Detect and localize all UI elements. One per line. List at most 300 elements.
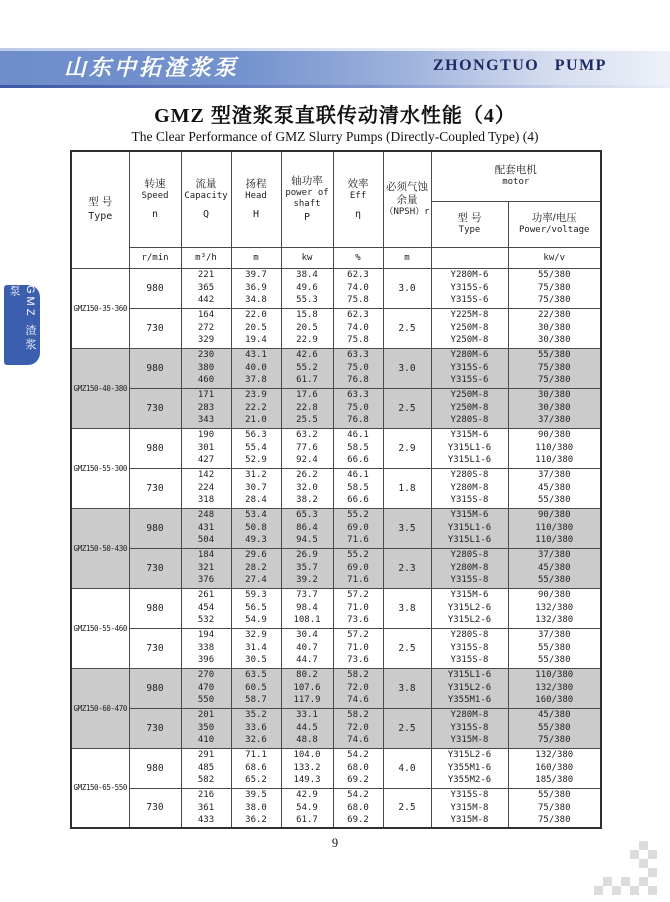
value-line: 194 [197,630,215,641]
value-line: 54.2 [347,750,369,761]
value-line: 164 [197,310,215,321]
value-line: 224 [197,482,215,493]
value-line: 42.9 [296,790,318,800]
page-title-chinese: GMZ 型渣浆泵直联传动清水性能（4） [154,105,516,127]
efficiency-cell [333,788,383,828]
capacity-cell [181,308,231,348]
value-line: 63.3 [347,350,369,361]
value-line: Y315S-6 [450,375,489,386]
value-line: 69.0 [347,562,369,573]
value-line: 37.8 [245,375,267,386]
value-line: 65.2 [245,775,267,786]
unit-motor-type [431,247,508,268]
value-line: 73.6 [347,655,369,666]
unit-speed: r/min [129,247,181,268]
efficiency-cell [333,508,383,548]
efficiency-cell [333,588,383,628]
value-line: 291 [197,750,215,761]
value-line: 45/380 [537,482,571,493]
page-title-english: The Clear Performance of GMZ Slurry Pumps (Directly-Coupled Type) (4) [131,129,539,144]
value-line: 66.6 [347,455,369,466]
value-line: 39.2 [296,575,318,586]
value-line: 582 [197,775,215,786]
head-cell [231,548,281,588]
speed-cell: 980 [129,268,181,308]
value-line: 56.5 [245,602,267,613]
value-line: 132/380 [535,750,574,761]
value-line: 62.3 [347,310,369,321]
value-line: 29.6 [245,550,267,561]
value-line: 30/380 [537,390,571,401]
value-line: 15.8 [296,310,318,321]
motor-power-cell [508,308,601,348]
shaft-power-cell [281,588,333,628]
value-line: 132/380 [535,615,574,626]
col-header-efficiency: 效率 Eff η [333,151,383,247]
value-line: 58.5 [347,442,369,453]
value-line: Y315M-6 [450,510,489,521]
value-line: Y250M-8 [450,335,489,346]
table-row [71,348,601,388]
value-line: 33.6 [245,722,267,733]
motor-power-cell [508,668,601,708]
col-header-type: 型 号 Type [71,151,129,268]
value-line: Y315L2-6 [447,750,492,761]
npsh-cell: 2.9 [383,428,431,468]
speed-cell: 730 [129,308,181,348]
value-line: 30.7 [245,482,267,493]
value-line: 55.2 [347,510,369,521]
value-line: 68.0 [347,802,369,813]
motor-power-cell [508,628,601,668]
checker-square [648,886,657,895]
head-cell [231,268,281,308]
value-line: Y315S-6 [450,362,489,373]
value-line: 454 [197,602,215,613]
npsh-cell: 3.8 [383,588,431,628]
value-line: 49.6 [296,282,318,293]
value-line: 201 [197,710,215,721]
npsh-cell: 1.8 [383,468,431,508]
value-line: 149.3 [293,775,321,786]
npsh-cell: 2.5 [383,628,431,668]
value-line: Y280S-8 [450,550,489,561]
value-line: 470 [197,682,215,693]
value-line: 25.5 [296,415,318,426]
shaft-power-cell [281,788,333,828]
value-line: 35.7 [296,562,318,573]
value-line: 68.6 [245,762,267,773]
value-line: 343 [197,415,215,426]
value-line: 55.2 [347,550,369,561]
value-line: 53.4 [245,510,267,521]
value-line: 74.0 [347,282,369,293]
value-line: 75.8 [347,295,369,306]
value-line: 55.3 [296,295,318,306]
value-line: 216 [197,790,215,800]
unit-npsh: m [383,247,431,268]
pump-model-cell: GMZ150-40-380 [71,348,129,428]
value-line: 30.4 [296,630,318,641]
value-line: 410 [197,735,215,746]
capacity-cell [181,268,231,308]
value-line: 23.9 [245,390,267,401]
value-line: 20.5 [296,322,318,333]
checker-square [639,877,648,886]
speed-cell: 730 [129,788,181,828]
head-cell [231,388,281,428]
value-line: 68.0 [347,762,369,773]
value-line: 261 [197,590,215,601]
value-line: 272 [197,322,215,333]
value-line: 133.2 [293,762,321,773]
value-line: 36.2 [245,815,267,825]
value-line: 76.8 [347,375,369,386]
npsh-cell: 3.0 [383,348,431,388]
value-line: 460 [197,375,215,386]
motor-type-cell [431,708,508,748]
value-line: 61.7 [296,815,318,825]
head-cell [231,308,281,348]
head-cell [231,708,281,748]
value-line: 20.5 [245,322,267,333]
efficiency-cell [333,708,383,748]
value-line: 350 [197,722,215,733]
value-line: 36.9 [245,282,267,293]
value-line: 44.5 [296,722,318,733]
value-line: 69.0 [347,522,369,533]
value-line: Y355M1-6 [447,762,492,773]
table-row [71,588,601,628]
value-line: 59.3 [245,590,267,601]
value-line: 380 [197,362,215,373]
value-line: 37/380 [537,470,571,481]
checker-square [639,841,648,850]
value-line: 55/380 [537,655,571,666]
speed-cell: 730 [129,388,181,428]
shaft-power-cell [281,308,333,348]
value-line: 71.0 [347,642,369,653]
value-line: 318 [197,495,215,506]
value-line: 45/380 [537,562,571,573]
performance-table-wrap [70,150,602,829]
unit-eff: % [333,247,383,268]
npsh-cell: 2.5 [383,788,431,828]
value-line: 72.0 [347,722,369,733]
efficiency-cell [333,548,383,588]
value-line: Y280S-8 [450,630,489,641]
value-line: 55/380 [537,790,571,800]
motor-type-cell [431,428,508,468]
efficiency-cell [333,348,383,388]
head-cell [231,788,281,828]
value-line: 37/380 [537,550,571,561]
value-line: Y315L1-6 [447,522,492,533]
value-line: 90/380 [537,590,571,601]
value-line: 58.2 [347,710,369,721]
value-line: 62.3 [347,270,369,281]
value-line: 30/380 [537,335,571,346]
npsh-cell: 3.5 [383,508,431,548]
speed-cell: 730 [129,468,181,508]
efficiency-cell [333,428,383,468]
pump-model-cell: GMZ150-55-300 [71,428,129,508]
value-line: 48.8 [296,735,318,746]
speed-cell: 980 [129,588,181,628]
head-cell [231,668,281,708]
motor-type-cell [431,508,508,548]
value-line: 63.5 [245,670,267,681]
value-line: 43.1 [245,350,267,361]
value-line: 28.4 [245,495,267,506]
value-line: 98.4 [296,602,318,613]
value-line: 160/380 [535,762,574,773]
motor-type-cell [431,348,508,388]
shaft-power-cell [281,268,333,308]
value-line: 75/380 [537,375,571,386]
value-line: Y315S-6 [450,295,489,306]
value-line: 38.2 [296,495,318,506]
checker-square [603,877,612,886]
head-cell [231,468,281,508]
head-cell [231,628,281,668]
table-row [71,468,601,508]
value-line: 26.2 [296,470,318,481]
shaft-power-cell [281,548,333,588]
table-row [71,308,601,348]
value-line: 34.8 [245,295,267,306]
value-line: 142 [197,470,215,481]
motor-power-cell [508,428,601,468]
value-line: 31.2 [245,470,267,481]
pump-model-cell: GMZ150-65-550 [71,748,129,828]
value-line: Y280M-6 [450,350,489,361]
value-line: 107.6 [293,682,321,693]
speed-cell: 980 [129,748,181,788]
motor-power-cell [508,788,601,828]
table-row [71,748,601,788]
value-line: 58.5 [347,482,369,493]
speed-cell: 980 [129,348,181,388]
value-line: 75.0 [347,362,369,373]
value-line: 75.8 [347,335,369,346]
value-line: 75.0 [347,402,369,413]
efficiency-cell [333,628,383,668]
pump-model-cell: GMZ150-35-360 [71,268,129,348]
value-line: 57.2 [347,630,369,641]
value-line: 71.0 [347,602,369,613]
efficiency-cell [333,268,383,308]
value-line: 69.2 [347,815,369,825]
value-line: Y250M-8 [450,322,489,333]
col-header-head: 扬程 Head H [231,151,281,247]
col-header-npsh: 必须气蚀 余量 （NPSH）r [383,151,431,247]
motor-type-cell [431,308,508,348]
capacity-cell [181,388,231,428]
checker-square [639,859,648,868]
motor-power-cell [508,748,601,788]
motor-type-cell [431,628,508,668]
value-line: 75/380 [537,282,571,293]
value-line: Y315L1-6 [447,455,492,466]
value-line: 76.8 [347,415,369,426]
value-line: 66.6 [347,495,369,506]
motor-power-cell [508,548,601,588]
value-line: 49.3 [245,535,267,546]
value-line: 427 [197,455,215,466]
value-line: 52.9 [245,455,267,466]
value-line: 38.0 [245,802,267,813]
shaft-power-cell [281,428,333,468]
value-line: 77.6 [296,442,318,453]
value-line: 221 [197,270,215,281]
col-header-motor-power-voltage: 功率/电压 Power/voltage [508,201,601,247]
value-line: Y315S-8 [450,790,489,800]
value-line: 40.0 [245,362,267,373]
value-line: 92.4 [296,455,318,466]
col-header-speed: 转速 Speed n [129,151,181,247]
value-line: 55/380 [537,722,571,733]
value-line: 63.2 [296,430,318,441]
value-line: Y315L1-6 [447,442,492,453]
value-line: 485 [197,762,215,773]
value-line: 117.9 [293,695,321,706]
value-line: 110/380 [535,455,574,466]
value-line: 22.8 [296,402,318,413]
capacity-cell [181,628,231,668]
value-line: Y315M-6 [450,430,489,441]
value-line: 104.0 [293,750,321,761]
value-line: 90/380 [537,510,571,521]
table-row [71,388,601,428]
capacity-cell [181,508,231,548]
value-line: 110/380 [535,670,574,681]
value-line: 38.4 [296,270,318,281]
value-line: 75/380 [537,295,571,306]
value-line: 28.2 [245,562,267,573]
value-line: 74.0 [347,322,369,333]
checker-square [594,886,603,895]
value-line: 270 [197,670,215,681]
shaft-power-cell [281,468,333,508]
value-line: 329 [197,335,215,346]
col-header-capacity: 流量 Capacity Q [181,151,231,247]
motor-type-cell [431,588,508,628]
value-line: 22.2 [245,402,267,413]
value-line: 30/380 [537,402,571,413]
value-line: 37/380 [537,415,571,426]
value-line: 54.9 [245,615,267,626]
unit-motor-power: kw/v [508,247,601,268]
value-line: 132/380 [535,602,574,613]
npsh-cell: 2.5 [383,308,431,348]
value-line: 27.4 [245,575,267,586]
value-line: 69.2 [347,775,369,786]
motor-power-cell [508,268,601,308]
table-row [71,668,601,708]
value-line: 44.7 [296,655,318,666]
value-line: 185/380 [535,775,574,786]
value-line: Y250M-8 [450,390,489,401]
value-line: 376 [197,575,215,586]
value-line: 75/380 [537,802,571,813]
value-line: 74.6 [347,735,369,746]
value-line: 55/380 [537,495,571,506]
value-line: 60.5 [245,682,267,693]
value-line: 75/380 [537,815,571,825]
table-row [71,708,601,748]
capacity-cell [181,708,231,748]
value-line: 35.2 [245,710,267,721]
banner-underline [0,85,670,88]
value-line: Y315L1-6 [447,670,492,681]
speed-cell: 730 [129,628,181,668]
capacity-cell [181,428,231,468]
units-row [71,247,601,268]
value-line: 90/380 [537,430,571,441]
value-line: 55/380 [537,642,571,653]
value-line: Y315L1-6 [447,535,492,546]
value-line: Y280M-8 [450,482,489,493]
value-line: 442 [197,295,215,306]
table-row [71,628,601,668]
value-line: 230 [197,350,215,361]
value-line: 132/380 [535,682,574,693]
efficiency-cell [333,748,383,788]
value-line: 22.0 [245,310,267,321]
value-line: 19.4 [245,335,267,346]
value-line: Y280S-8 [450,415,489,426]
section-tab-gmz [4,285,40,365]
value-line: 31.4 [245,642,267,653]
value-line: 532 [197,615,215,626]
value-line: 73.7 [296,590,318,601]
value-line: 365 [197,282,215,293]
shaft-power-cell [281,668,333,708]
speed-cell: 730 [129,708,181,748]
value-line: Y280M-8 [450,562,489,573]
checker-square [630,886,639,895]
speed-cell: 980 [129,508,181,548]
value-line: 338 [197,642,215,653]
brand-logo-chinese: 山东中拓渣浆泵 [64,55,240,80]
section-tab-label: GMZ 渣浆泵 [8,285,36,353]
motor-power-cell [508,708,601,748]
page-number: 9 [331,836,339,850]
value-line: 190 [197,430,215,441]
performance-table [70,150,602,829]
checker-square [630,850,639,859]
value-line: 40.7 [296,642,318,653]
value-line: 46.1 [347,430,369,441]
speed-cell: 980 [129,668,181,708]
motor-power-cell [508,508,601,548]
npsh-cell: 2.5 [383,388,431,428]
brand-logo-english: ZHONGTUO PUMP [433,57,607,74]
header-banner [0,48,670,88]
value-line: 396 [197,655,215,666]
value-line: Y355M2-6 [447,775,492,786]
col-header-motor-group: 配套电机 motor [431,151,601,201]
value-line: 30.5 [245,655,267,666]
value-line: Y315S-8 [450,722,489,733]
value-line: 54.9 [296,802,318,813]
motor-power-cell [508,468,601,508]
pump-model-cell: GMZ150-55-460 [71,588,129,668]
value-line: Y315M-8 [450,735,489,746]
value-line: 160/380 [535,695,574,706]
value-line: Y250M-8 [450,402,489,413]
